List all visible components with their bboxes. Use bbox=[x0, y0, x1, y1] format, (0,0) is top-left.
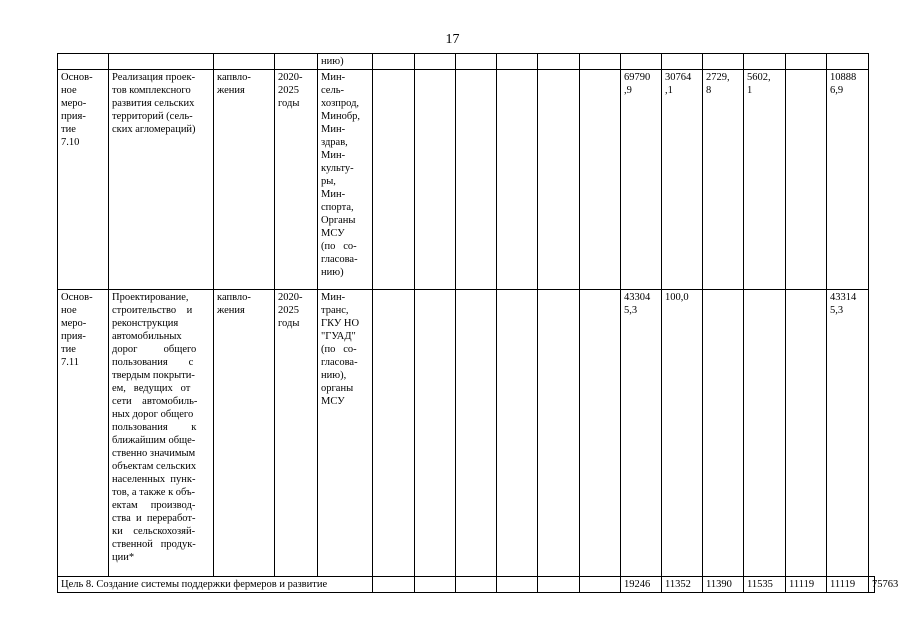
cell-line: сель- bbox=[321, 85, 344, 96]
cell-line: Органы bbox=[321, 215, 356, 226]
continuation-row bbox=[58, 54, 875, 70]
cell-line: ственной продук- bbox=[112, 539, 196, 550]
cell-line: ное bbox=[61, 85, 77, 96]
cell-line: гласова- bbox=[321, 357, 358, 368]
value-cell bbox=[703, 70, 744, 290]
measure-code bbox=[58, 290, 109, 577]
table-row-7-10 bbox=[58, 70, 875, 290]
value-cell bbox=[621, 290, 662, 577]
cell-line: ем, ведущих от bbox=[112, 383, 191, 394]
cell-line: нию), bbox=[321, 370, 347, 381]
goal-value: 11352 bbox=[662, 577, 703, 593]
expense-type bbox=[214, 290, 275, 577]
expense-type bbox=[214, 70, 275, 290]
cell-line: транс, bbox=[321, 305, 349, 316]
cell-line: 2025 bbox=[278, 85, 299, 96]
cell-line: тие bbox=[61, 344, 76, 355]
cell-line: культу- bbox=[321, 163, 354, 174]
cell-line: годы bbox=[278, 318, 300, 329]
goal-value: 11119 bbox=[786, 577, 827, 593]
cell-line: "ГУАД" bbox=[321, 331, 356, 342]
cell-line: спорта, bbox=[321, 202, 354, 213]
cell-line: 8 bbox=[706, 85, 712, 96]
goal-row bbox=[58, 577, 875, 593]
cell-line: 69790 bbox=[624, 72, 651, 83]
cell-line: дорог общего bbox=[112, 344, 197, 355]
goal-total: 75763 bbox=[869, 577, 875, 593]
cell-line: ное bbox=[61, 305, 77, 316]
cell-line: ственно значимым bbox=[112, 448, 196, 459]
cell-line: органы bbox=[321, 383, 354, 394]
cell-line: территорий (сель- bbox=[112, 111, 193, 122]
page-number: 17 bbox=[445, 32, 460, 47]
cell-line: пользования к bbox=[112, 422, 197, 433]
cell-line: 43304 bbox=[624, 292, 651, 303]
cell-line: развития сельских bbox=[112, 98, 195, 109]
goal-value: 11390 bbox=[703, 577, 744, 593]
value-cell bbox=[662, 70, 703, 290]
measure-description bbox=[109, 70, 214, 290]
goal-value: 11535 bbox=[744, 577, 786, 593]
value-cell bbox=[621, 70, 662, 290]
value-cell bbox=[786, 290, 827, 577]
cell-line: годы bbox=[278, 98, 300, 109]
cell-line: капвло- bbox=[217, 72, 251, 83]
cell-line: жения bbox=[217, 305, 245, 316]
cell-line: 10888 bbox=[830, 72, 857, 83]
cell-line: (по со- bbox=[321, 241, 357, 252]
cell-line: тов, а также к объ- bbox=[112, 487, 196, 498]
cell-line: 43314 bbox=[830, 292, 857, 303]
cell-line: 6,9 bbox=[830, 85, 844, 96]
executor bbox=[318, 70, 373, 290]
cell-line: Минобр, bbox=[321, 111, 361, 122]
cell-line: здрав, bbox=[321, 137, 348, 148]
value-cell bbox=[744, 70, 786, 290]
cell-line: реконструкция bbox=[112, 318, 179, 329]
cell-line: ры, bbox=[321, 176, 336, 187]
cell-line: твердым покрыти- bbox=[112, 370, 195, 381]
cell-line: ства и переработ- bbox=[112, 513, 196, 524]
executor bbox=[318, 290, 373, 577]
cell-line: ции* bbox=[112, 552, 135, 563]
cell-line: Мин- bbox=[321, 124, 346, 135]
cell-line: 2020- bbox=[278, 292, 303, 303]
cell-line: ки сельскохозяй- bbox=[112, 526, 196, 537]
cell-line: Мин- bbox=[321, 189, 346, 200]
table-row-7-11 bbox=[58, 290, 875, 577]
cell-line: прия- bbox=[61, 331, 86, 342]
cell-line: ных дорог общего bbox=[112, 409, 194, 420]
cell-line: 2729, bbox=[706, 72, 730, 83]
cell-line: (по со- bbox=[321, 344, 357, 355]
cell-line: прия- bbox=[61, 111, 86, 122]
continuation-executor: нию) bbox=[318, 54, 373, 70]
cell-line: Проектирование, bbox=[112, 292, 189, 303]
cell-line: капвло- bbox=[217, 292, 251, 303]
measure-description bbox=[109, 290, 214, 577]
cell-line: тие bbox=[61, 124, 76, 135]
total-cell bbox=[827, 290, 869, 577]
cell-line: Основ- bbox=[61, 72, 93, 83]
cell-line: сети автомобиль- bbox=[112, 396, 198, 407]
cell-line: ектам производ- bbox=[112, 500, 196, 511]
measure-code bbox=[58, 70, 109, 290]
value-cell bbox=[662, 290, 703, 577]
value-cell bbox=[786, 70, 827, 290]
total-cell bbox=[827, 70, 869, 290]
cell-line: тов комплексного bbox=[112, 85, 191, 96]
value-cell bbox=[744, 290, 786, 577]
cell-line: ,9 bbox=[624, 85, 632, 96]
cell-line: меро- bbox=[61, 318, 87, 329]
cell-line: автомобильных bbox=[112, 331, 182, 342]
cell-line: нию) bbox=[321, 267, 344, 278]
cell-line: 2020- bbox=[278, 72, 303, 83]
period bbox=[275, 70, 318, 290]
cell-line: 5,3 bbox=[624, 305, 638, 316]
cell-line: МСУ bbox=[321, 228, 345, 239]
goal-value: 19246 bbox=[621, 577, 662, 593]
cell-line: Основ- bbox=[61, 292, 93, 303]
cell-line: 100,0 bbox=[665, 292, 689, 303]
program-table bbox=[57, 53, 899, 593]
cell-line: гласова- bbox=[321, 254, 358, 265]
cell-line: Мин- bbox=[321, 72, 346, 83]
cell-line: 30764 bbox=[665, 72, 692, 83]
cell-line: населенных пунк- bbox=[112, 474, 196, 485]
cell-line: строительство и bbox=[112, 305, 193, 316]
cell-line: Мин- bbox=[321, 292, 346, 303]
cell-line: ских агломераций) bbox=[112, 124, 196, 135]
period bbox=[275, 290, 318, 577]
cell-line: 5,3 bbox=[830, 305, 844, 316]
cell-line: 1 bbox=[747, 85, 753, 96]
goal-value: 11119 bbox=[827, 577, 869, 593]
cell-line: ,1 bbox=[665, 85, 673, 96]
cell-line: Мин- bbox=[321, 150, 346, 161]
cell-line: Реализация проек- bbox=[112, 72, 196, 83]
cell-line: 7.10 bbox=[61, 137, 80, 148]
cell-line: хозпрод, bbox=[321, 98, 360, 109]
goal-label: Цель 8. Создание системы поддержки фермеров и развитие bbox=[58, 577, 373, 593]
cell-line: 2025 bbox=[278, 305, 299, 316]
cell-line: жения bbox=[217, 85, 245, 96]
cell-line: пользования с bbox=[112, 357, 194, 368]
cell-line: МСУ bbox=[321, 396, 345, 407]
cell-line: ближайшим обще- bbox=[112, 435, 196, 446]
cell-line: 5602, bbox=[747, 72, 771, 83]
cell-line: объектам сельских bbox=[112, 461, 197, 472]
value-cell bbox=[703, 290, 744, 577]
cell-line: меро- bbox=[61, 98, 87, 109]
cell-line: 7.11 bbox=[61, 357, 79, 368]
cell-line: ГКУ НО bbox=[321, 318, 360, 329]
